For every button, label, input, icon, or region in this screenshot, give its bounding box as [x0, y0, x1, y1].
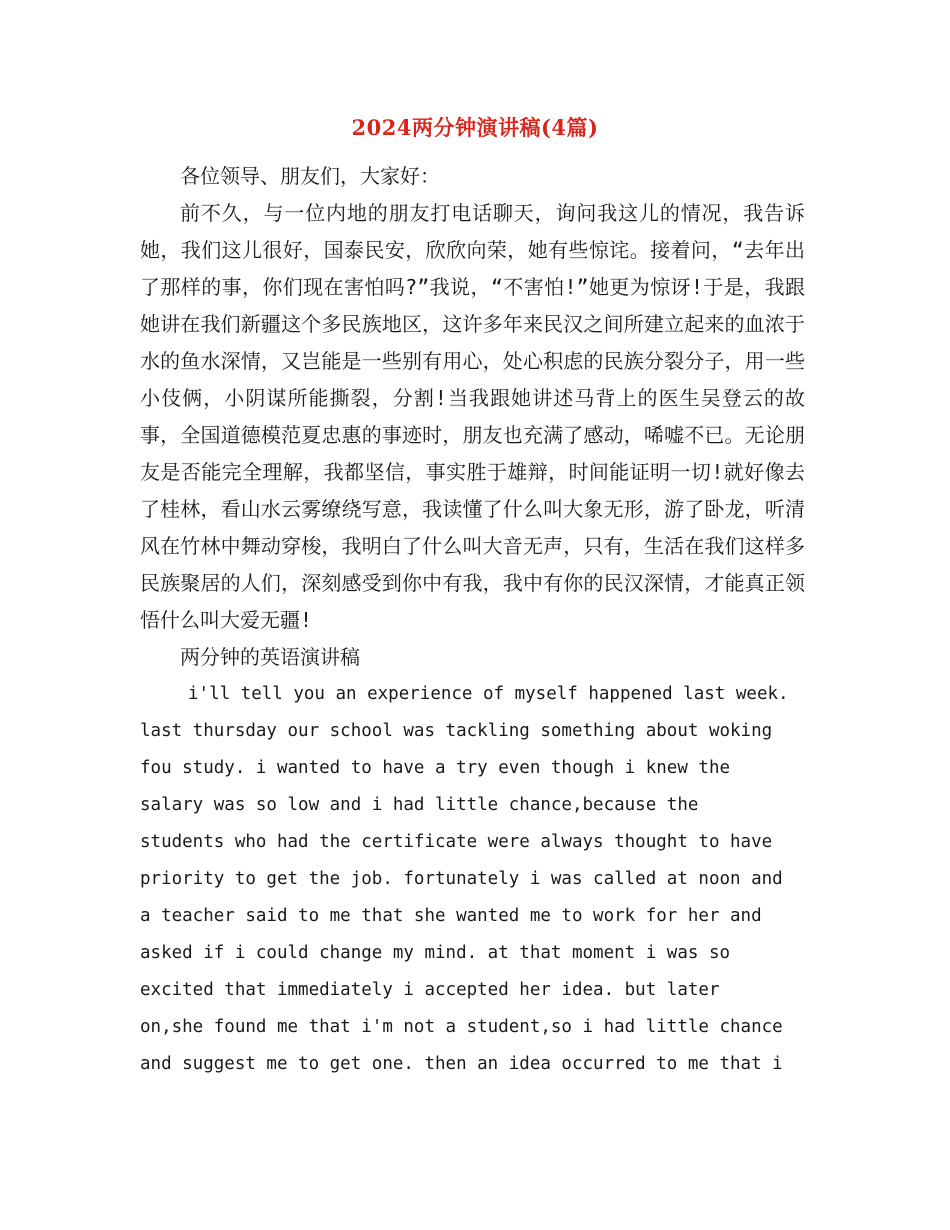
greeting-paragraph: 各位领导、朋友们，大家好： — [180, 164, 440, 188]
speech-paragraph: 前不久，与一位内地的朋友打电话聊天，询问我这儿的情况，我告诉她，我们这儿很好，国泰民安，欣欣向荣，她有些惊诧。接着问，“去年出了那样的事，你们现在害怕吗?”我说，“不害怕!”她更为惊讶!于是，我跟她讲在我们新疆这个多民族地区，这许多年来民汉之间所建立起来的血浓于水的鱼水深情，又岂能是一些别有用心，处心积虑的民族分裂分子，用一些小伎俩，小阴谋所能撕裂，分割!当我跟她讲述马背上的医生吴登云的故事，全国道德模范夏忠惠的事迹时，朋友也充满了感动，唏嘘不已。无论朋友是否能完全理解，我都坚信，事实胜于雄辩，时间能证明一切!就好像去了桂林，看山水云雾缭绕写意，我读懂了什么叫大象无形，游了卧龙，听清风在竹林中舞动穿梭，我明白了什么叫大音无声，只有，生活在我们这样多民族聚居的人们，深刻感受到你中有我，我中有你的民汉深情，才能真正领悟什么叫大爱无疆! — [140, 201, 805, 632]
section-subtitle: 两分钟的英语演讲稿 — [180, 645, 360, 669]
document-body — [140, 158, 805, 1083]
english-line: excited that immediately i accepted her idea. but later — [140, 980, 720, 1000]
english-line: asked if i could change my mind. at that moment i was so — [140, 943, 731, 963]
english-line: i'll tell you an experience of myself happened last week. — [188, 684, 789, 704]
english-line: last thursday our school was tackling something about woking — [140, 721, 773, 741]
english-paragraph — [140, 676, 805, 1083]
english-line: on,she found me that i'm not a student,so i had little chance — [140, 1017, 783, 1037]
document-title: 2024两分钟演讲稿(4篇) — [351, 115, 599, 140]
english-line: a teacher said to me that she wanted me to work for her and — [140, 906, 762, 926]
english-line: and suggest me to get one. then an idea occurred to me that i — [140, 1054, 783, 1074]
english-line: priority to get the job. fortunately i was called at noon and — [140, 869, 783, 889]
english-line: students who had the certificate were always thought to have — [140, 832, 773, 852]
english-line: salary was so low and i had little chance,because the — [140, 795, 699, 815]
english-line: fou study. i wanted to have a try even though i knew the — [140, 758, 731, 778]
